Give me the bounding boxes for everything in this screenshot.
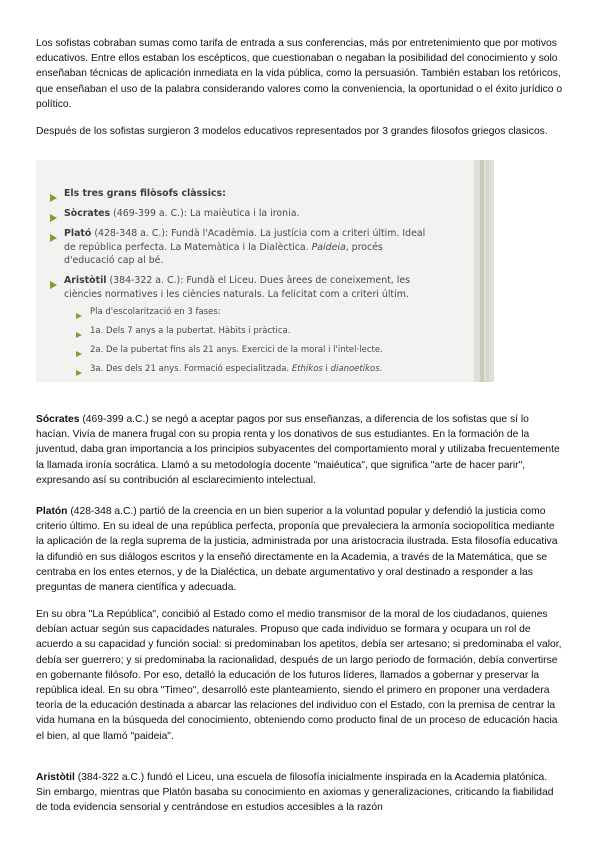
paragraph-socrates: Sócrates (469-399 a.C.) se negó a aceptar pagos por sus enseñanzas, a diferencia de los sofistas que sí lo hacían. Vivía de manera frugal con su propia renta y los donativos de sus estudiantes. En la formación de la juventud, daba gran importancia a los principios subyacentes del comportamiento moral y utilizaba frecuentemente la llamada ironía socrática. Llamó a su metodología docente "maiéutica", que significa "arte de hacer parir", expresando así su contribución al esclarecimiento intelectual. xyxy=(36,414,560,486)
intro-paragraph-sofistas: Los sofistas cobraban sumas como tarifa de entrada a sus conferencias, más por entretenimiento que por motivos educativos. Entre ellos estaban los escépticos, que cuestionaban o negaban la posibilidad del conocimiento y solo enseñaban técnicas de aplicación inmediata en la vida pública, como la persuasión. También estaban los retóricos, que enseñaban el uso de la palabra considerando valores como la conveniencia, la oportunidad o el éxito jurídico o político. xyxy=(36,38,563,110)
bullet-triangle-icon xyxy=(50,214,57,222)
sub-bullet-triangle-icon xyxy=(76,351,82,357)
paragraph-platon: Platón (428-348 a.C.) partió de la creencia en un bien superior a la voluntad popular y defendió la justicia como criterio último. En su ideal de una república perfecta, proponía que prevaleciera la armonía sociopolítica mediante la aplicación de la regla suprema de la justicia, administrada por una aristocracia ilustrada. Esta filosofía educativa la difundió en sus diálogos escritos y la enseñó directamente en la Academia, a través de la Matemática, que se centraba en los entes eternos, y de la Dialéctica, un debate argumentativo y oral destinado a responder a las preguntas de manera científica y adecuada. xyxy=(36,506,558,594)
bullet-triangle-icon xyxy=(50,194,57,202)
slide-heading: Els tres grans filòsofs clàssics: xyxy=(64,188,226,199)
bullet-triangle-icon xyxy=(50,281,57,289)
slide-sub-phase-2: 2a. De la pubertat fins als 21 anys. Exercici de la moral i l'intel·lecte. xyxy=(90,345,383,355)
paragraph-republica: En su obra "La República", concibió al Estado como el medio transmisor de la moral de los ciudadanos, quienes debían actuar según sus capacidades naturales. Propuso que cada individuo se formara y ocupara un rol de acuerdo a su capacidad y función social: si predominaban los apetitos, debía ser artesano; si predominaba el valor, debía ser guerrero; y si predominaba la racionalidad, después de un largo periodo de formación, debía convertirse en gobernante filósofo. Por eso, detalló la educación de los futuros líderes, llamados a gobernar y preservar la república ideal. En su obra "Timeo", desarrolló este planteamiento, siendo el primero en proponer una verdadera teoría de la educación destinada a abarcar las relaciones del individuo con el Estado, con la premisa de centrar la vida humana en la búsqueda del conocimiento, obteniendo como producto final de un proceso de educación hacia el bien, al que llamó "paideia". xyxy=(36,609,562,742)
slide-side-bar xyxy=(474,160,494,382)
sub-bullet-triangle-icon xyxy=(76,313,82,319)
sub-bullet-triangle-icon xyxy=(76,370,82,376)
sub-bullet-triangle-icon xyxy=(76,332,82,338)
slide-plato: Plató (428-348 a. C.): Fundà l'Acadèmia. La justícia com a criteri últim. Ideal de república perfecta. La Matemàtica i la Dialèctica. Paideia, procés d'educació cap al bé. xyxy=(64,228,426,267)
intro-paragraph-modelos: Después de los sofistas surgieron 3 modelos educativos representados por 3 grandes filosofos griegos clasicos. xyxy=(36,126,548,137)
slide-image-filosofos xyxy=(36,160,494,382)
socrates-name: Sócrates xyxy=(36,414,80,425)
paragraph-aristotil: Aristòtil (384-322 a.C.) fundó el Liceu, una escuela de filosofía inicialmente inspirada en la Academia platónica. Sin embargo, mientras que Platón basaba su conocimiento en axiomas y generalizaciones, criticando la fiabilidad de toda evidencia sensorial y centrándose en estudios accesibles a la razón xyxy=(36,772,554,814)
aristotil-name: Aristòtil xyxy=(36,772,75,783)
slide-sub-phase-1: 1a. Dels 7 anys a la pubertat. Hàbits i pràctica. xyxy=(90,326,291,336)
slide-aristotle: Aristòtil (384-322 a. C.): Fundà el Liceu. Dues àrees de coneixement, les ciències normatives i les ciències naturals. La felicitat com a criteri últim. xyxy=(64,275,411,300)
slide-sub-phase-3: 3a. Des dels 21 anys. Formació especialitzada. Ethikos i dianoetikos. xyxy=(90,364,383,374)
slide-sub-plan: Pla d'escolarització en 3 fases: xyxy=(90,307,221,317)
platon-name: Platón xyxy=(36,506,68,517)
bullet-triangle-icon xyxy=(50,234,57,242)
slide-socrates: Sòcrates (469-399 a. C.): La maièutica i la ironia. xyxy=(64,208,300,219)
